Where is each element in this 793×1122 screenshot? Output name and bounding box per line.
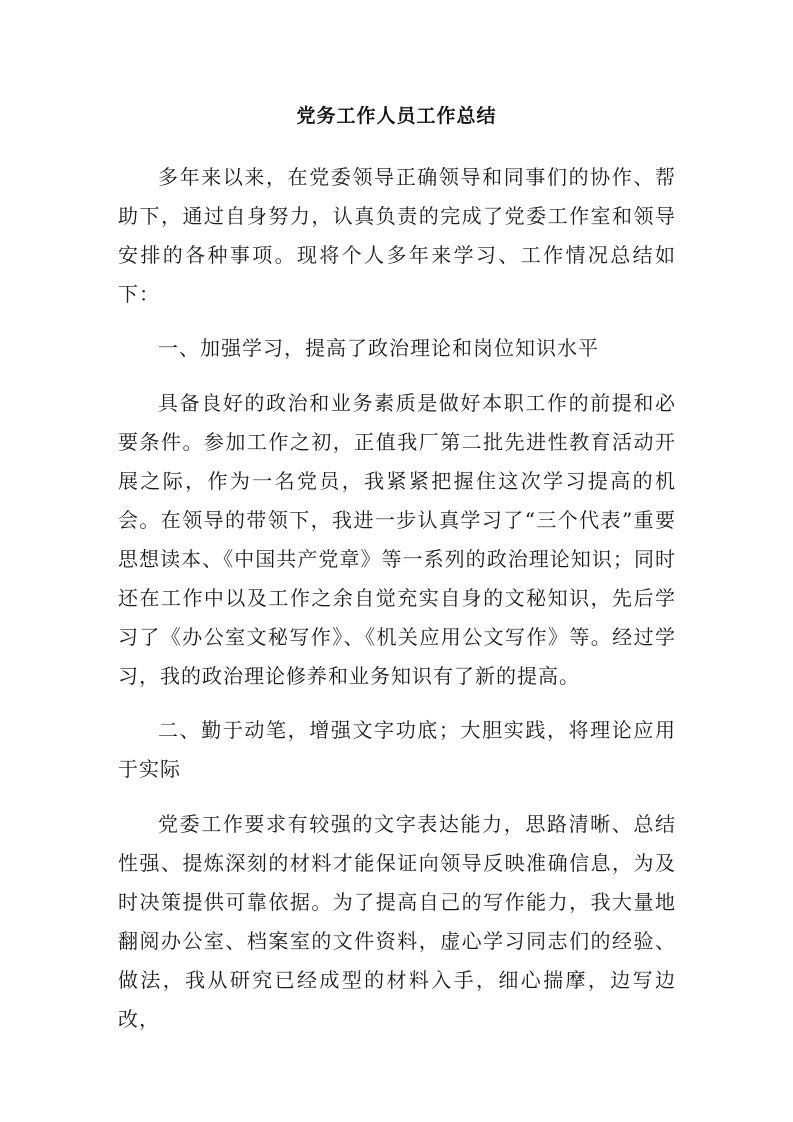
document-body (118, 158, 676, 1054)
section-heading-1: 一、加强学习，提高了政治理论和岗位知识水平 (158, 336, 599, 360)
section-1-paragraph: 具备良好的政治和业务素质是做好本职工作的前提和必要条件。参加工作之初，正值我厂第二批先进性教育活动开展之际，作为一名党员，我紧紧把握住这次学习提高的机会。在领导的带领下，我进一步认真学习了“三个代表”重要思想读本、《中国共产党章》等一系列的政治理论知识；同时还在工作中以及工作之余自觉充实自身的文秘知识，先后学习了《办公室文秘写作》、《机关应用公文写作》等。经过学习，我的政治理论修养和业务知识有了新的提高。 (118, 391, 676, 688)
document-title: 党务工作人员工作总结 (296, 105, 497, 127)
section-2-paragraph: 党委工作要求有较强的文字表达能力，思路清晰、总结性强、提炼深刻的材料才能保证向领导反映准确信息，为及时决策提供可靠依据。为了提高自己的写作能力，我大量地翻阅办公室、档案室的文件资料，虚心学习同志们的经验、做法，我从研究已经成型的材料入手，细心揣摩，边写边改， (118, 812, 676, 1031)
section-heading-2: 二、勤于动笔，增强文字功底；大胆实践，将理论应用于实际 (118, 718, 676, 781)
intro-paragraph: 多年来以来，在党委领导正确领导和同事们的协作、帮助下，通过自身努力，认真负责的完成了党委工作室和领导安排的各种事项。现将个人多年来学习、工作情况总结如下： (118, 165, 676, 306)
